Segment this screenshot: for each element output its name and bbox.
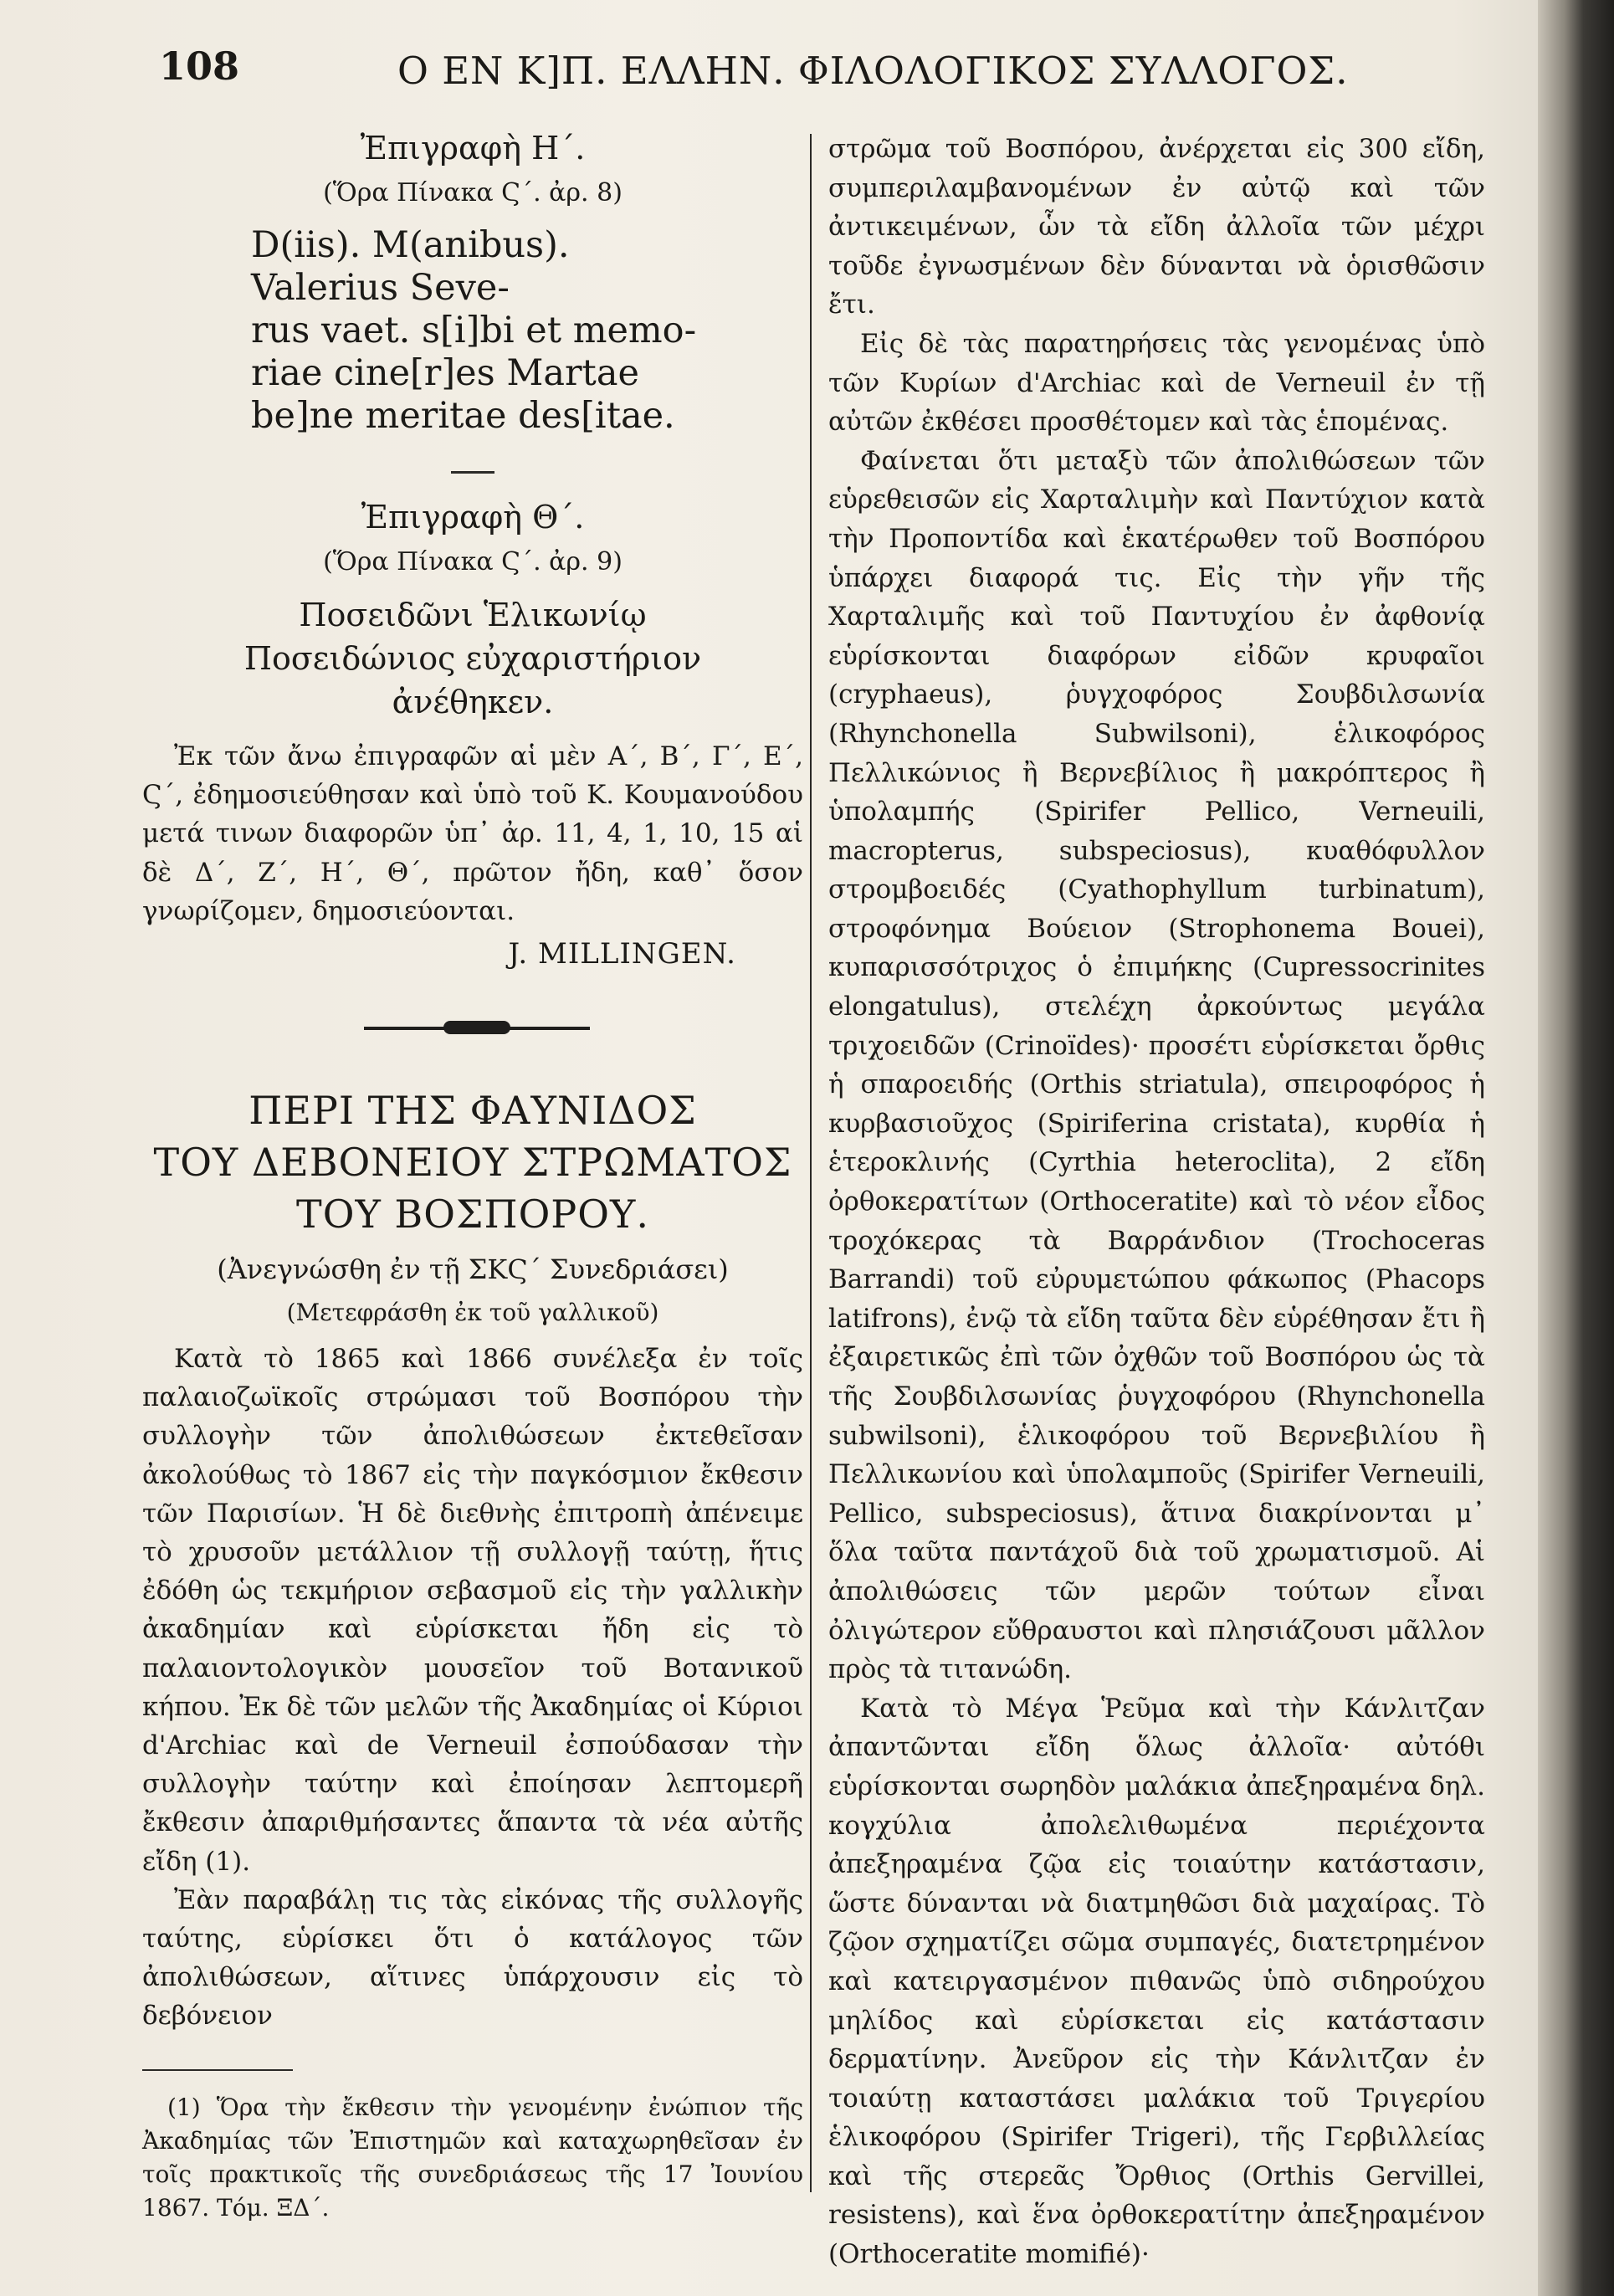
- inscription-h-reference: (Ὅρα Πίνακα Ϛ΄. ἀρ. 8): [323, 178, 623, 208]
- author-signature: J. MILLINGEN.: [508, 937, 736, 971]
- left-column: [142, 130, 803, 2225]
- inscription-line: D(iis). M(anibus).: [251, 224, 570, 266]
- inscription-h-text: [142, 224, 803, 438]
- inscription-line: ἀνέθηκεν.: [392, 684, 554, 720]
- inscription-h-title: Ἐπιγραφὴ Η΄.: [360, 130, 586, 167]
- body-paragraph: Φαίνεται ὅτι μεταξὺ τῶν ἀπολιθώσεων τῶν εὑρεθεισῶν εἰς Χαρταλιμὴν καὶ Παντύχιον κατὰ τὴν Προποντίδα καὶ ἑκατέρωθεν τοῦ Βοσπόρου ὑπάρχει διαφορά τις. Εἰς τὴν γῆν τῆς Χαρταλιμῆς καὶ τοῦ Παντυχίου ἐν ἀφθονίᾳ εὑρίσκονται διαφόρων εἰδῶν κρυφαῖοι (cryphaeus), ῥυγχοφόρος Σουβδιλσωνία (Rhynchonella Subwilsoni), ἑλικοφόρος Πελλικώνιος ἢ Βερνεβίλιος ἢ μακρόπτερος ἢ ὑπολαμπής (Spirifer Pellico, Verneuili, macropterus, subspeciosus), κυαθόφυλλον στρομβοειδές (Cyathophyllum turbinatum), στροφόνημα Βούειον (Strophonema Bouei), κυπαρισσότριχος ὁ ἐπιμήκης (Cupressocrinites elongatulus), στελέχη ἀρκούντως μεγάλα τριχοειδῶν (Crinoïdes)· προσέτι εὑρίσκεται ὄρθις ἡ σπαροειδής (Orthis striatula), σπειροφόρος ἡ κυρβασιοῦχος (Spiriferina cristata), κυρθία ἡ ἑτεροκλινής (Cyrthia heteroclita), 2 εἴδη ὀρθοκερατίτων (Orthoceratite) καὶ τὸ νέον εἶδος τροχόκερας τὰ Βαρράνδιον (Trochoceras Barrandi) τοῦ εὐρυμετώπου φάκωπος (Phacops latifrons), ἐνῷ τὰ εἴδη ταῦτα δὲν εὑρέθησαν ἔτι ἢ ἐξαιρετικῶς ἐπὶ τῶν ὀχθῶν τοῦ Βοσπόρου ὡς τὰ τῆς Σουβδιλσωνίας ῥυγχοφόρου (Rhynchonella subwilsoni), ἑλικοφόρου τοῦ Βερνεβιλίου ἢ Πελλικωνίου καὶ ὑπολαμποῦς (Spirifer Verneuili, Pellico, subspeciosus), ἅτινα διακρίνονται μ᾽ ὅλα ταῦτα παντάχοῦ διὰ τοῦ χρωματισμοῦ. Αἱ ἀπολιθώσεις τῶν μερῶν τούτων εἶναι ὀλιγώτερον εὔθραυστοι καὶ πλησιάζουσι μᾶλλον πρὸς τὰ τιτανώδη.: [828, 445, 1485, 1685]
- inscription-line: Ποσειδώνιος εὐχαριστήριον: [243, 640, 702, 677]
- inscription-line: rus vaet. s[i]bi et memo-: [251, 310, 697, 351]
- article-title-line: ΠΕΡΙ ΤΗΣ ΦΑΥΝΙΔΟΣ: [249, 1088, 697, 1134]
- body-paragraph: Εἰς δὲ τὰς παρατηρήσεις τὰς γενομένας ὑπὸ τῶν Κυρίων d'Archiac καὶ de Verneuil ἐν τῇ αὐτῶν ἐκθέσει προσθέτομεν καὶ τὰς ἑπομένας.: [828, 328, 1485, 438]
- inscription-line: Ποσειδῶνι Ἑλικωνίῳ: [299, 597, 647, 633]
- footnote: (1) Ὅρα τὴν ἔκθεσιν τὴν γενομένην ἐνώπιον τῆς Ἀκαδημίας τῶν Ἐπιστημῶν καὶ καταχωρηθεῖσαν ἐν τοῖς πρακτικοῖς τῆς συνεδριάσεως τῆς 17 Ἰουνίου 1867. Τόμ. ΞΔ΄.: [142, 2093, 803, 2222]
- footnote-rule: [142, 2069, 293, 2071]
- running-title: Ο ΕΝ Κ]Π. ΕΛΛΗΝ. ΦΙΛΟΛΟΓΙΚΟΣ ΣΥΛΛΟΓΟΣ.: [397, 49, 1349, 93]
- body-paragraph: Κατὰ τὸ 1865 καὶ 1866 συνέλεξα ἐν τοῖς παλαιοζωϊκοῖς στρώμασι τοῦ Βοσπόρου τὴν συλλογὴν τῶν ἀπολιθώσεων ἐκτεθεῖσαν ἀκολούθως τὸ 1867 εἰς τὴν παγκόσμιον ἔκθεσιν τῶν Παρισίων. Ἡ δὲ διεθνὴς ἐπιτροπὴ ἀπένειμε τὸ χρυσοῦν μετάλλιον τῇ συλλογῇ ταύτῃ, ἥτις ἐδόθη ὡς τεκμήριον σεβασμοῦ εἰς τὴν γαλλικὴν ἀκαδημίαν καὶ εὑρίσκεται ἤδη εἰς τὸ παλαιοντολογικὸν μουσεῖον τοῦ Βοτανικοῦ κήπου. Ἐκ δὲ τῶν μελῶν τῆς Ἀκαδημίας οἱ Κύριοι d'Archiac καὶ de Verneuil ἐσπούδασαν τὴν συλλογὴν ταύτην καὶ ἐποίησαν λεπτομερῆ ἔκθεσιν ἀπαριθμήσαντες ἅπαντα τὰ νέα αὐτῆς εἴδη (1).: [142, 1344, 803, 1877]
- inscription-line: be]ne meritae des[itae.: [251, 395, 675, 437]
- book-spine-shadow: [1538, 0, 1614, 2296]
- inscription-th-text: [142, 593, 803, 724]
- closing-note: Ἐκ τῶν ἄνω ἐπιγραφῶν αἱ μὲν Α΄, Β΄, Γ΄, Ε΄, Ϛ΄, ἐδημοσιεύθησαν καὶ ὑπὸ τοῦ Κ. Κουμανούδου μετά τινων διαφορῶν ὑπ᾽ ἀρ. 11, 4, 1, 10, 15 αἱ δὲ Δ΄, Ζ΄, Η΄, Θ΄, πρῶτον ἤδη, καθ᾽ ὅσον γνωρίζομεν, δημοσιεύονται.: [142, 741, 803, 926]
- translated-note: (Μετεφράσθη ἐκ τοῦ γαλλικοῦ): [286, 1299, 659, 1327]
- column-divider: [810, 134, 812, 2192]
- page-header: [159, 44, 1349, 102]
- section-dash: [451, 471, 494, 474]
- inscription-th-title: Ἐπιγραφὴ Θ΄.: [361, 499, 585, 536]
- page-number: 108: [159, 44, 240, 89]
- ornamental-rule: [142, 1019, 803, 1036]
- inscription-line: riae cine[r]es Martae: [251, 352, 639, 394]
- article-title-line: ΤΟΥ ΒΟΣΠΟΡΟΥ.: [296, 1192, 649, 1238]
- inscription-th-reference: (Ὅρα Πίνακα Ϛ΄. ἀρ. 9): [323, 547, 623, 577]
- body-paragraph: στρῶμα τοῦ Βοσπόρου, ἀνέρχεται εἰς 300 εἴδη, συμπεριλαμβανομένων ἐν αὐτῷ καὶ τῶν ἀντικειμένων, ὧν τὰ εἴδη ἀλλοῖα τῶν μέχρι τοῦδε ἐγνωσμένων δὲν δύνανται νὰ ὁρισθῶσιν ἔτι.: [828, 134, 1485, 320]
- article-title: [142, 1084, 803, 1240]
- article-title-line: ΤΟΥ ΔΕΒΟΝΕΙΟΥ ΣΤΡΩΜΑΤΟΣ: [153, 1140, 792, 1186]
- read-note: (Ἀνεγνώσθη ἐν τῇ ΣΚϚ΄ Συνεδριάσει): [217, 1253, 729, 1286]
- right-column: [828, 130, 1485, 2274]
- inscription-line: Valerius Seve-: [251, 267, 510, 309]
- body-paragraph: Κατὰ τὸ Μέγα Ῥεῦμα καὶ τὴν Κάνλιτζαν ἀπαντῶνται εἴδη ὅλως ἀλλοῖα· αὐτόθι εὑρίσκονται σωρηδὸν μαλάκια ἀπεξηραμένα δηλ. κογχύλια ἀπολελιθωμένα περιέχοντα ἀπεξηραμένα ζῷα εἰς τοιαύτην κατάστασιν, ὥστε δύνανται νὰ διατμηθῶσι διὰ μαχαίρας. Τὸ ζῷον σχηματίζει σῶμα συμπαγές, διατετρημένον καὶ κατειργασμένον πιθανῶς ὑπὸ σιδηρούχου μηλίδος καὶ εὑρίσκεται εἰς κατάστασιν δερματίνην. Ἀνεῦρον εἰς τὴν Κάνλιτζαν ἐν τοιαύτῃ καταστάσει μαλάκια τοῦ Τριγερίου ἑλικοφόρου (Spirifer Trigeri), τῆς Γερβιλλείας καὶ τῆς στερεᾶς Ὄρθιος (Orthis Gervillei, resistens), καὶ ἕνα ὀρθοκερατίτην ἀπεξηραμένον (Orthoceratite momifié)·: [828, 1693, 1485, 2270]
- body-paragraph: Ἐὰν παραβάλῃ τις τὰς εἰκόνας τῆς συλλογῆς ταύτης, εὑρίσκει ὅτι ὁ κατάλογος τῶν ἀπολιθώσεων, αἵτινες ὑπάρχουσιν εἰς τὸ δεβόνειον: [142, 1884, 803, 2032]
